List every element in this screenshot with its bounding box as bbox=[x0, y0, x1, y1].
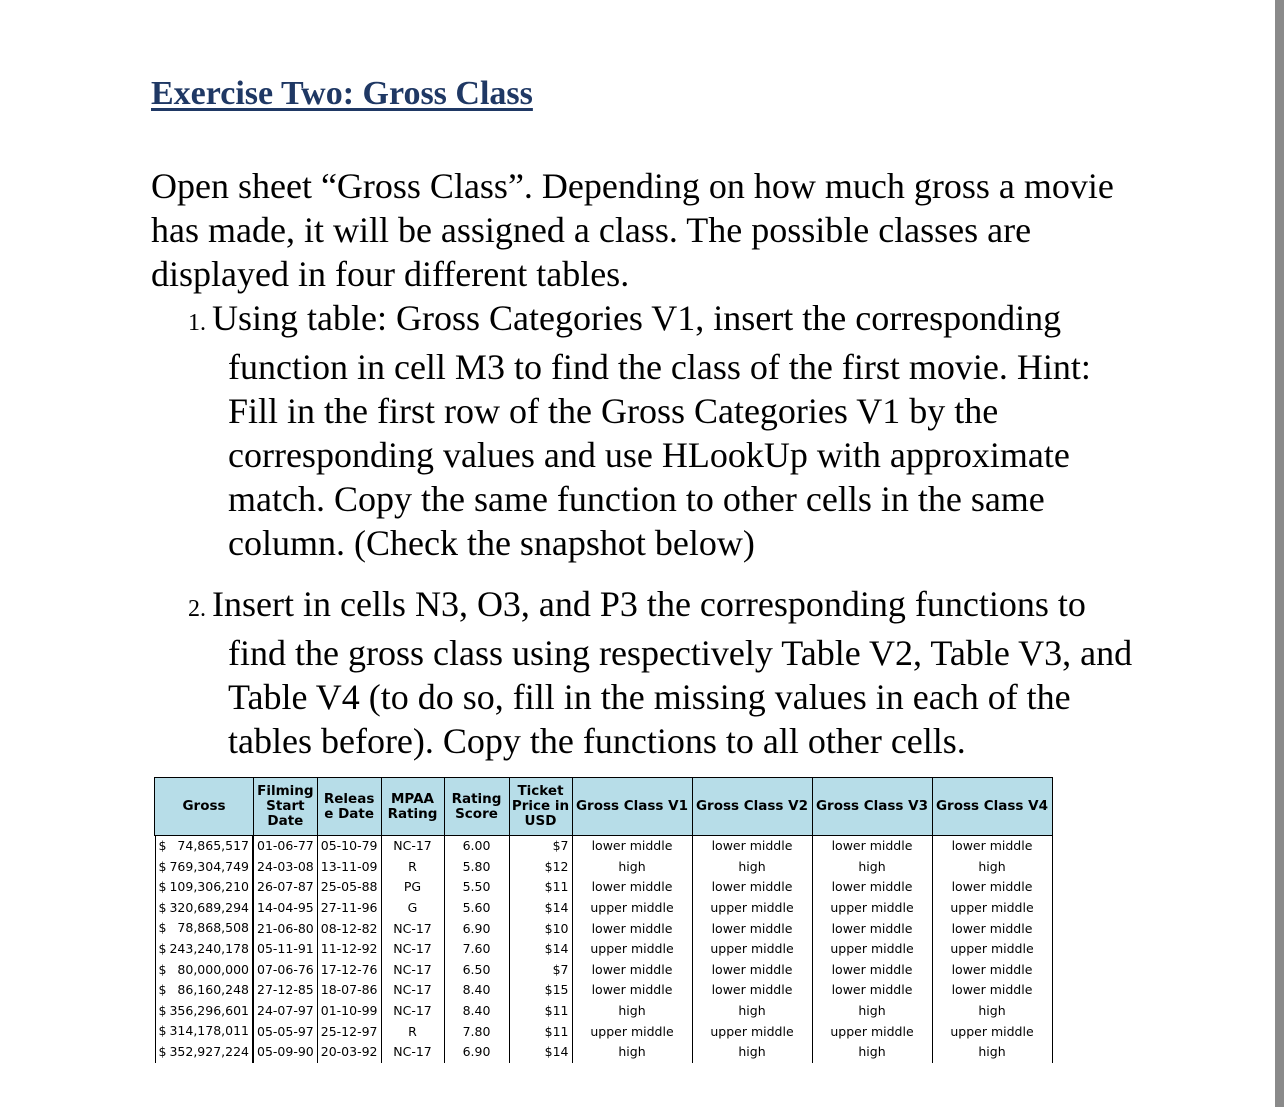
document-page bbox=[151, 72, 1151, 761]
filming-date-cell: 05-11-91 bbox=[254, 939, 318, 960]
currency-symbol: $ bbox=[158, 1043, 167, 1059]
gross-class-v3-cell: lower middle bbox=[812, 980, 932, 1001]
gross-value: 352,927,224 bbox=[169, 1043, 249, 1059]
rating-score-cell: 5.60 bbox=[444, 898, 509, 919]
gross-value: 74,865,517 bbox=[177, 838, 249, 853]
rating-score-cell: 5.80 bbox=[444, 857, 509, 878]
gross-class-v1-cell: high bbox=[572, 1001, 692, 1022]
gross-class-v3-cell: upper middle bbox=[812, 898, 932, 919]
header-filming-start-date: Filming Start Date bbox=[254, 778, 318, 836]
currency-symbol: $ bbox=[158, 858, 167, 874]
gross-cell bbox=[155, 836, 254, 857]
gross-class-v3-cell: high bbox=[812, 857, 932, 878]
step-1-number: 1. bbox=[188, 310, 206, 336]
ticket-price-cell: $12 bbox=[509, 857, 572, 878]
gross-cell bbox=[155, 980, 254, 1001]
header-gross-class-v1: Gross Class V1 bbox=[572, 778, 692, 836]
header-rating-score: Rating Score bbox=[444, 778, 509, 836]
rating-score-cell: 6.00 bbox=[444, 836, 509, 857]
gross-class-v1-cell: lower middle bbox=[572, 877, 692, 898]
gross-class-v1-cell: lower middle bbox=[572, 980, 692, 1001]
table-row bbox=[155, 1042, 1053, 1063]
ticket-price-cell: $15 bbox=[509, 980, 572, 1001]
gross-class-v4-cell: lower middle bbox=[932, 960, 1052, 981]
filming-date-cell: 07-06-76 bbox=[254, 960, 318, 981]
gross-class-v4-cell: high bbox=[932, 1001, 1052, 1022]
gross-class-v4-cell: lower middle bbox=[932, 836, 1052, 857]
mpaa-rating-cell: NC-17 bbox=[381, 939, 444, 960]
gross-value: 769,304,749 bbox=[169, 858, 249, 874]
gross-cell bbox=[155, 1001, 254, 1022]
header-gross-class-v4: Gross Class V4 bbox=[932, 778, 1052, 836]
currency-symbol: $ bbox=[158, 1002, 167, 1018]
gross-class-v2-cell: lower middle bbox=[692, 836, 812, 857]
currency-symbol: $ bbox=[158, 899, 167, 915]
release-date-cell: 08-12-82 bbox=[317, 918, 381, 939]
header-gross-class-v2: Gross Class V2 bbox=[692, 778, 812, 836]
gross-class-v3-cell: lower middle bbox=[812, 960, 932, 981]
gross-cell bbox=[155, 857, 254, 878]
gross-class-v2-cell: high bbox=[692, 1042, 812, 1063]
gross-cell bbox=[155, 877, 254, 898]
filming-date-cell: 05-09-90 bbox=[254, 1042, 318, 1063]
gross-class-v1-cell: upper middle bbox=[572, 939, 692, 960]
filming-date-cell: 26-07-87 bbox=[254, 877, 318, 898]
mpaa-rating-cell: R bbox=[381, 1021, 444, 1042]
currency-symbol: $ bbox=[158, 920, 167, 936]
gross-cell bbox=[155, 898, 254, 919]
gross-class-v4-cell: upper middle bbox=[932, 939, 1052, 960]
step-2-text: find the gross class using respectively Table V2, Table V3, and Table V4 (to do so, fill in the missing values in each of the tables before). Copy the functions to all other cells. bbox=[228, 633, 1133, 761]
gross-class-v4-cell: lower middle bbox=[932, 980, 1052, 1001]
table-row bbox=[155, 836, 1053, 857]
gross-value: 320,689,294 bbox=[169, 899, 249, 915]
gross-class-v4-cell: upper middle bbox=[932, 898, 1052, 919]
gross-class-v4-cell: high bbox=[932, 1042, 1052, 1063]
ticket-price-cell: $11 bbox=[509, 1021, 572, 1042]
gross-class-v1-cell: lower middle bbox=[572, 960, 692, 981]
table-row bbox=[155, 980, 1053, 1001]
filming-date-cell: 24-03-08 bbox=[254, 857, 318, 878]
rating-score-cell: 5.50 bbox=[444, 877, 509, 898]
rating-score-cell: 8.40 bbox=[444, 980, 509, 1001]
mpaa-rating-cell: G bbox=[381, 898, 444, 919]
gross-class-v1-cell: lower middle bbox=[572, 836, 692, 857]
header-mpaa-rating: MPAA Rating bbox=[381, 778, 444, 836]
table-header-row bbox=[155, 778, 1053, 836]
gross-value: 78,868,508 bbox=[177, 920, 249, 936]
release-date-cell: 13-11-09 bbox=[317, 857, 381, 878]
gross-class-v2-cell: upper middle bbox=[692, 939, 812, 960]
mpaa-rating-cell: NC-17 bbox=[381, 960, 444, 981]
ticket-price-cell: $14 bbox=[509, 898, 572, 919]
step-1-text: function in cell M3 to find the class of the first movie. Hint: Fill in the first row of the Gross Categories V1 by the corresponding values and use HLookUp with approximate match. Copy the same function to other cells in the same column. (Check the snapshot below) bbox=[228, 347, 1091, 563]
rating-score-cell: 6.50 bbox=[444, 960, 509, 981]
gross-class-v3-cell: high bbox=[812, 1001, 932, 1022]
gross-class-v3-cell: lower middle bbox=[812, 877, 932, 898]
filming-date-cell: 27-12-85 bbox=[254, 980, 318, 1001]
ticket-price-cell: $11 bbox=[509, 1001, 572, 1022]
table-row bbox=[155, 918, 1053, 939]
gross-class-v2-cell: high bbox=[692, 1001, 812, 1022]
step-2-number: 2. bbox=[188, 596, 206, 622]
ticket-price-cell: $10 bbox=[509, 918, 572, 939]
rating-score-cell: 7.80 bbox=[444, 1021, 509, 1042]
ticket-price-cell: $7 bbox=[509, 836, 572, 857]
release-date-cell: 25-12-97 bbox=[317, 1021, 381, 1042]
currency-symbol: $ bbox=[158, 838, 167, 853]
gross-class-v4-cell: high bbox=[932, 857, 1052, 878]
gross-value: 356,296,601 bbox=[169, 1002, 249, 1018]
gross-class-v3-cell: lower middle bbox=[812, 836, 932, 857]
gross-cell bbox=[155, 918, 254, 939]
filming-date-cell: 05-05-97 bbox=[254, 1021, 318, 1042]
gross-cell bbox=[155, 1042, 254, 1063]
mpaa-rating-cell: NC-17 bbox=[381, 918, 444, 939]
gross-class-v1-cell: high bbox=[572, 857, 692, 878]
gross-class-v3-cell: upper middle bbox=[812, 1021, 932, 1042]
release-date-cell: 27-11-96 bbox=[317, 898, 381, 919]
gross-class-v3-cell: high bbox=[812, 1042, 932, 1063]
mpaa-rating-cell: NC-17 bbox=[381, 1042, 444, 1063]
page-edge-bar bbox=[1275, 0, 1284, 1107]
exercise-heading: Exercise Two: Gross Class bbox=[151, 75, 533, 112]
release-date-cell: 25-05-88 bbox=[317, 877, 381, 898]
header-gross: Gross bbox=[155, 778, 254, 836]
filming-date-cell: 21-06-80 bbox=[254, 918, 318, 939]
table-body bbox=[155, 836, 1053, 1063]
gross-value: 80,000,000 bbox=[177, 961, 249, 977]
gross-cell bbox=[155, 960, 254, 981]
mpaa-rating-cell: NC-17 bbox=[381, 836, 444, 857]
table-row bbox=[155, 877, 1053, 898]
currency-symbol: $ bbox=[158, 879, 167, 895]
currency-symbol: $ bbox=[158, 982, 167, 998]
table-row bbox=[155, 898, 1053, 919]
gross-class-v1-cell: high bbox=[572, 1042, 692, 1063]
gross-class-v2-cell: high bbox=[692, 857, 812, 878]
gross-class-v3-cell: upper middle bbox=[812, 939, 932, 960]
table-row bbox=[155, 1021, 1053, 1042]
gross-value: 243,240,178 bbox=[169, 940, 249, 956]
header-release-date: Releas e Date bbox=[317, 778, 381, 836]
gross-class-v2-cell: upper middle bbox=[692, 1021, 812, 1042]
filming-date-cell: 01-06-77 bbox=[254, 836, 318, 857]
gross-class-v2-cell: lower middle bbox=[692, 918, 812, 939]
gross-class-v2-cell: lower middle bbox=[692, 980, 812, 1001]
gross-class-v1-cell: upper middle bbox=[572, 898, 692, 919]
gross-class-v2-cell: lower middle bbox=[692, 877, 812, 898]
step-2-first-line: Insert in cells N3, O3, and P3 the corresponding functions to bbox=[212, 584, 1086, 624]
gross-class-v2-cell: upper middle bbox=[692, 898, 812, 919]
release-date-cell: 01-10-99 bbox=[317, 1001, 381, 1022]
rating-score-cell: 6.90 bbox=[444, 1042, 509, 1063]
filming-date-cell: 14-04-95 bbox=[254, 898, 318, 919]
gross-class-v2-cell: lower middle bbox=[692, 960, 812, 981]
mpaa-rating-cell: NC-17 bbox=[381, 980, 444, 1001]
gross-value: 314,178,011 bbox=[169, 1023, 249, 1039]
mpaa-rating-cell: R bbox=[381, 857, 444, 878]
gross-class-table bbox=[154, 777, 1053, 1063]
table-row bbox=[155, 960, 1053, 981]
ticket-price-cell: $11 bbox=[509, 877, 572, 898]
gross-cell bbox=[155, 1021, 254, 1042]
currency-symbol: $ bbox=[158, 961, 167, 977]
header-ticket-price: Ticket Price in USD bbox=[509, 778, 572, 836]
step-1 bbox=[188, 296, 1138, 565]
filming-date-cell: 24-07-97 bbox=[254, 1001, 318, 1022]
mpaa-rating-cell: NC-17 bbox=[381, 1001, 444, 1022]
table-row bbox=[155, 857, 1053, 878]
ticket-price-cell: $14 bbox=[509, 1042, 572, 1063]
table-row bbox=[155, 1001, 1053, 1022]
currency-symbol: $ bbox=[158, 1023, 167, 1039]
gross-cell bbox=[155, 939, 254, 960]
gross-class-v3-cell: lower middle bbox=[812, 918, 932, 939]
step-1-first-line: Using table: Gross Categories V1, insert the corresponding bbox=[212, 298, 1062, 338]
gross-class-v4-cell: lower middle bbox=[932, 918, 1052, 939]
rating-score-cell: 7.60 bbox=[444, 939, 509, 960]
gross-class-v1-cell: lower middle bbox=[572, 918, 692, 939]
ticket-price-cell: $7 bbox=[509, 960, 572, 981]
rating-score-cell: 6.90 bbox=[444, 918, 509, 939]
intro-paragraph: Open sheet “Gross Class”. Depending on how much gross a movie has made, it will be assigned a class. The possible classes are displayed in four different tables. bbox=[151, 166, 1114, 294]
release-date-cell: 18-07-86 bbox=[317, 980, 381, 1001]
header-gross-class-v3: Gross Class V3 bbox=[812, 778, 932, 836]
gross-class-v4-cell: upper middle bbox=[932, 1021, 1052, 1042]
release-date-cell: 20-03-92 bbox=[317, 1042, 381, 1063]
ticket-price-cell: $14 bbox=[509, 939, 572, 960]
gross-class-v4-cell: lower middle bbox=[932, 877, 1052, 898]
gross-class-v1-cell: upper middle bbox=[572, 1021, 692, 1042]
gross-value: 109,306,210 bbox=[169, 879, 249, 895]
mpaa-rating-cell: PG bbox=[381, 877, 444, 898]
rating-score-cell: 8.40 bbox=[444, 1001, 509, 1022]
step-2 bbox=[188, 582, 1138, 763]
release-date-cell: 11-12-92 bbox=[317, 939, 381, 960]
release-date-cell: 05-10-79 bbox=[317, 836, 381, 857]
release-date-cell: 17-12-76 bbox=[317, 960, 381, 981]
gross-value: 86,160,248 bbox=[177, 982, 249, 998]
table-row bbox=[155, 939, 1053, 960]
currency-symbol: $ bbox=[158, 940, 167, 956]
